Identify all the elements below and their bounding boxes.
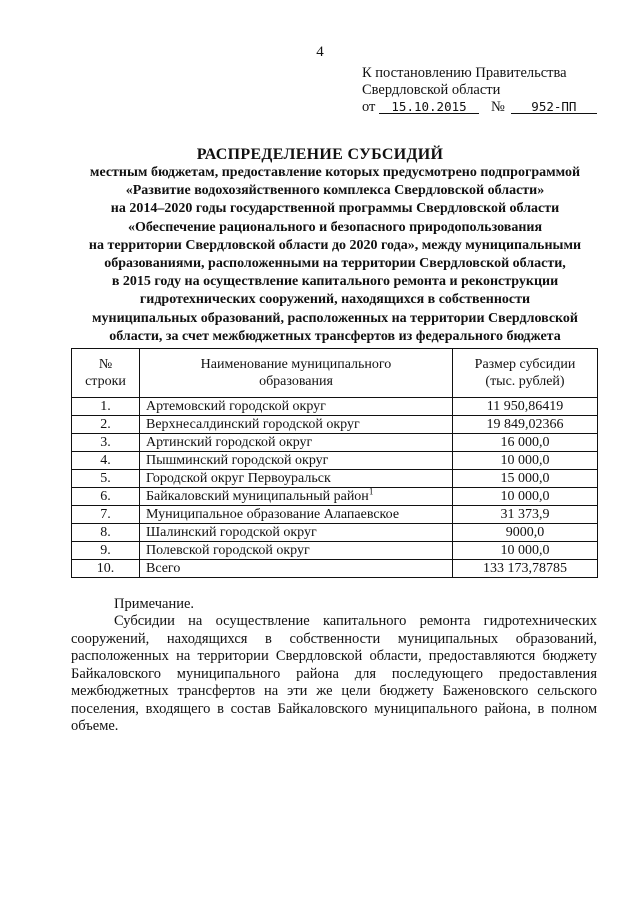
municipality-name: Артинский городской округ	[140, 434, 453, 452]
note-label: Примечание.	[114, 596, 195, 612]
table-row	[72, 416, 598, 434]
resolution-number: 952-ПП	[511, 100, 597, 114]
subtitle-line: образованиями, расположенными на территории Свердловской области,	[104, 256, 566, 272]
municipality-name: Муниципальное образование Алапаевское	[140, 506, 453, 524]
row-number: 4.	[72, 452, 140, 470]
subtitle-line: «Обеспечение рационального и безопасного природопользования	[127, 219, 543, 235]
municipality-name: Всего	[140, 560, 453, 578]
subtitle-line: области, за счет межбюджетных трансфертов из федерального бюджета	[109, 328, 561, 344]
row-number: 7.	[72, 506, 140, 524]
subsidy-amount: 10 000,0	[453, 488, 598, 506]
subtitle-line: муниципальных образований, расположенных на территории Свердловской	[92, 310, 578, 326]
subtitle-line: на 2014–2020 годы государственной программы Свердловской области	[110, 201, 560, 217]
header-text: Размер субсидии	[474, 357, 576, 372]
document-subtitle	[60, 164, 610, 346]
resolution-header	[362, 65, 597, 116]
municipality-name: Верхнесалдинский городской округ	[140, 416, 453, 434]
header-text: образования	[259, 374, 333, 389]
subsidy-amount: 10 000,0	[453, 452, 598, 470]
municipality-name: Шалинский городской округ	[140, 524, 453, 542]
municipality-name: Пышминский городской округ	[140, 452, 453, 470]
subsidy-amount: 31 373,9	[453, 506, 598, 524]
subtitle-line: местным бюджетам, предоставление которых предусмотрено подпрограммой	[89, 165, 581, 180]
table-row-total	[72, 560, 598, 578]
row-number: 2.	[72, 416, 140, 434]
header-line: К постановлению Правительства	[362, 65, 567, 81]
header-text: №	[98, 357, 113, 372]
header-line: Свердловской области	[362, 82, 501, 98]
header-text: Наименование муниципального	[200, 357, 392, 372]
subsidy-amount: 10 000,0	[453, 542, 598, 560]
table-row	[72, 452, 598, 470]
subtitle-line: в 2015 году на осуществление капитального ремонта и реконструкции	[111, 274, 559, 290]
document-title: РАСПРЕДЕЛЕНИЕ СУБСИДИЙ	[196, 146, 444, 163]
header-subsidy-amount	[453, 349, 598, 398]
header-text: (тыс. рублей)	[485, 374, 565, 389]
row-number: 8.	[72, 524, 140, 542]
subsidy-amount: 15 000,0	[453, 470, 598, 488]
subsidy-amount: 11 950,86419	[453, 398, 598, 416]
subtitle-line: гидротехнических сооружений, находящихся в собственности	[139, 292, 531, 308]
municipality-name: Байкаловский муниципальный район	[146, 488, 369, 504]
row-number: 3.	[72, 434, 140, 452]
table-row	[72, 398, 598, 416]
municipality-name: Полевской городской округ	[140, 542, 453, 560]
subtitle-line: «Развитие водохозяйственного комплекса Свердловской области»	[125, 183, 545, 199]
table-row	[72, 488, 598, 506]
subsidy-amount: 16 000,0	[453, 434, 598, 452]
row-number: 1.	[72, 398, 140, 416]
note-text: Субсидии на осуществление капитального ремонта гидротехнических сооружений, находящихся в собственности муниципальных образований, расположенных на территории Свердловской области, предоставляются бюджету Байкаловского муниципального района для последующего предоставления межбюджетных трансфертов на эти же цели бюджету Баженовского сельского поселения, входящего в состав Байкаловского муниципального района, в полном объеме.	[71, 613, 597, 734]
header-text: строки	[85, 374, 126, 389]
subsidy-amount: 19 849,02366	[453, 416, 598, 434]
subsidy-amount: 9000,0	[453, 524, 598, 542]
row-number: 10.	[72, 560, 140, 578]
footnote-mark: 1	[368, 485, 374, 496]
subtitle-line: на территории Свердловской области до 2020 года», между муниципальными	[88, 237, 582, 253]
table-row	[72, 470, 598, 488]
table-row	[72, 506, 598, 524]
municipality-name: Городской округ Первоуральск	[140, 470, 453, 488]
date-prefix: от	[362, 99, 376, 115]
page-number: 4	[316, 44, 324, 60]
number-sign: №	[491, 99, 505, 115]
date-number-line	[362, 99, 597, 116]
row-number: 9.	[72, 542, 140, 560]
header-row-number	[72, 349, 140, 398]
row-number: 5.	[72, 470, 140, 488]
subsidies-table	[71, 348, 598, 578]
subsidy-amount: 133 173,78785	[453, 560, 598, 578]
table-row	[72, 434, 598, 452]
table-row	[72, 542, 598, 560]
header-municipality	[140, 349, 453, 398]
municipality-name: Артемовский городской округ	[140, 398, 453, 416]
municipality-name-cell	[140, 485, 453, 506]
table-header-row	[72, 349, 598, 398]
table-row	[72, 524, 598, 542]
row-number: 6.	[72, 488, 140, 506]
resolution-date: 15.10.2015	[379, 100, 479, 114]
